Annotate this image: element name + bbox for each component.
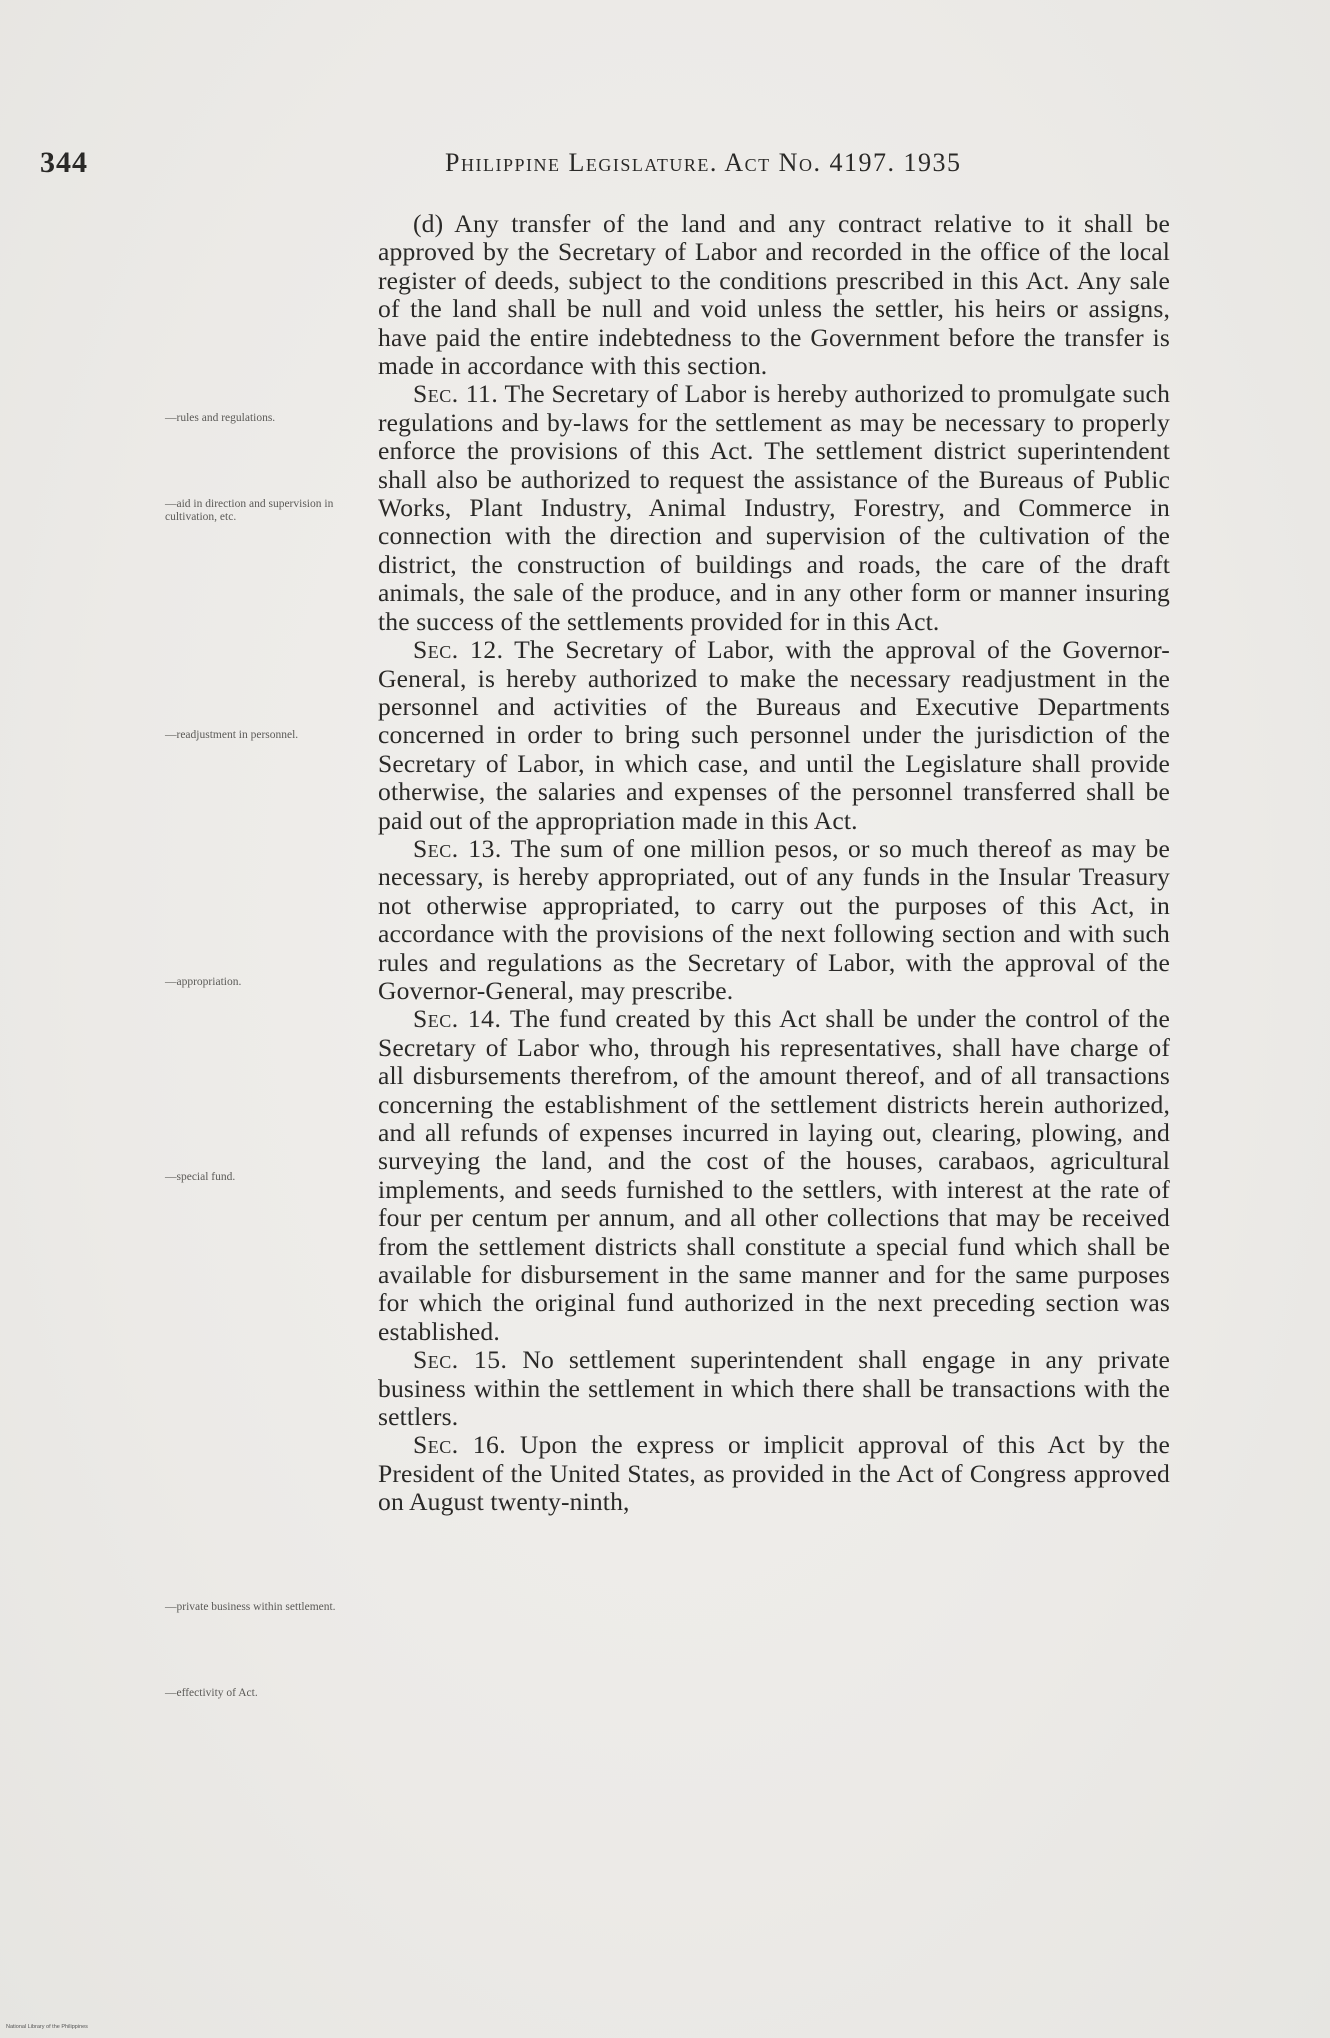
section-text-15: No settlement superintendent shall engage in any private business within the settlement in which there shall be transactions with the settlers.	[378, 1345, 1170, 1432]
source-tag: National Library of the Philippines	[6, 2024, 88, 2030]
margin-note-rules: —rules and regulations.	[165, 412, 276, 424]
margin-note-effectivity: —effectivity of Act.	[165, 1687, 258, 1699]
paragraph-d	[378, 210, 1170, 380]
section-label-16: Sec. 16.	[413, 1430, 507, 1460]
paragraph-sec-16	[378, 1431, 1170, 1516]
paragraph-sec-14	[378, 1005, 1170, 1346]
section-text-12: The Secretary of Labor, with the approval of the Governor-General, is hereby authorized to make the necessary readjustment in the personnel and activities of the Bureaus and Executive Departments concerned in order to bring such personnel under the jurisdiction of the Secretary of Labor, in which case, and until the Legislature shall provide otherwise, the salaries and expenses of the personnel transferred shall be paid out of the appropriation made in this Act.	[378, 635, 1170, 835]
section-label-12: Sec. 12.	[413, 635, 504, 665]
section-label-13: Sec. 13.	[413, 833, 502, 863]
section-text-14: The fund created by this Act shall be under the control of the Secretary of Labor who, through his representatives, shall have charge of all disbursements therefrom, of the amount thereof, and of all transactions concerning the establishment of the settlement districts herein authorized, and all refunds of expenses incurred in laying out, clearing, plowing, and surveying the land, and the cost of the houses, carabaos, agricultural implements, and seeds furnished to the settlers, with interest at the rate of four per centum per annum, and all other collections that may be received from the settlement districts shall constitute a special fund which shall be available for disbursement in the same manner and for the same purposes for which the original fund authorized in the next preceding section was established.	[378, 1004, 1171, 1346]
paragraph-d-text: (d) Any transfer of the land and any contract relative to it shall be approved by the Secretary of Labor and recorded in the office of the local register of deeds, subject to the conditions prescribed in this Act. Any sale of the land shall be null and void unless the settler, his heirs or assigns, have paid the entire indebtedness to the Government before the transfer is made in accordance with this section.	[378, 209, 1170, 381]
margin-note-special-fund: —special fund.	[165, 1171, 236, 1183]
margin-note-aid: —aid in direction and supervision in cultivation, etc.	[165, 498, 334, 523]
running-head: Philippine Legislature. Act No. 4197. 1935	[445, 148, 962, 177]
section-label-11: Sec. 11.	[413, 379, 499, 409]
paragraph-sec-11	[378, 380, 1170, 636]
section-text-13: The sum of one million pesos, or so much thereof as may be necessary, is hereby appropriated, out of any funds in the Insular Treasury not otherwise appropriated, to carry out the purposes of this Act, in accordance with the provisions of the next following section and with such rules and regulations as the Secretary of Labor, with the approval of the Governor-General, may prescribe.	[378, 833, 1170, 1005]
paragraph-sec-15	[378, 1346, 1170, 1431]
page-number: 344	[40, 146, 88, 179]
margin-notes	[0, 0, 378, 2038]
section-label-15: Sec. 15.	[413, 1345, 508, 1375]
body-text	[378, 210, 1170, 1517]
section-text-16: Upon the express or implicit approval of this Act by the President of the United States, as provided in the Act of Congress approved on August twenty-ninth,	[378, 1430, 1170, 1517]
paragraph-sec-13	[378, 835, 1170, 1005]
paragraph-sec-12	[378, 636, 1170, 835]
margin-note-readjustment: —readjustment in personnel.	[165, 729, 299, 741]
margin-note-appropriation: —appropriation.	[165, 976, 242, 988]
section-label-14: Sec. 14.	[413, 1004, 502, 1034]
margin-note-private-business: —private business within settlement.	[165, 1601, 336, 1613]
section-text-11: The Secretary of Labor is hereby authorized to promulgate such regulations and by-laws for the settlement as may be necessary to properly enforce the provisions of this Act. The settlement district superintendent shall also be authorized to request the assistance of the Bureaus of Public Works, Plant Industry, Animal Industry, Forestry, and Commerce in connection with the direction and supervision of the cultivation of the district, the construction of buildings and roads, the care of the draft animals, the sale of the produce, and in any other form or manner insuring the success of the settlements provided for in this Act.	[378, 379, 1171, 636]
